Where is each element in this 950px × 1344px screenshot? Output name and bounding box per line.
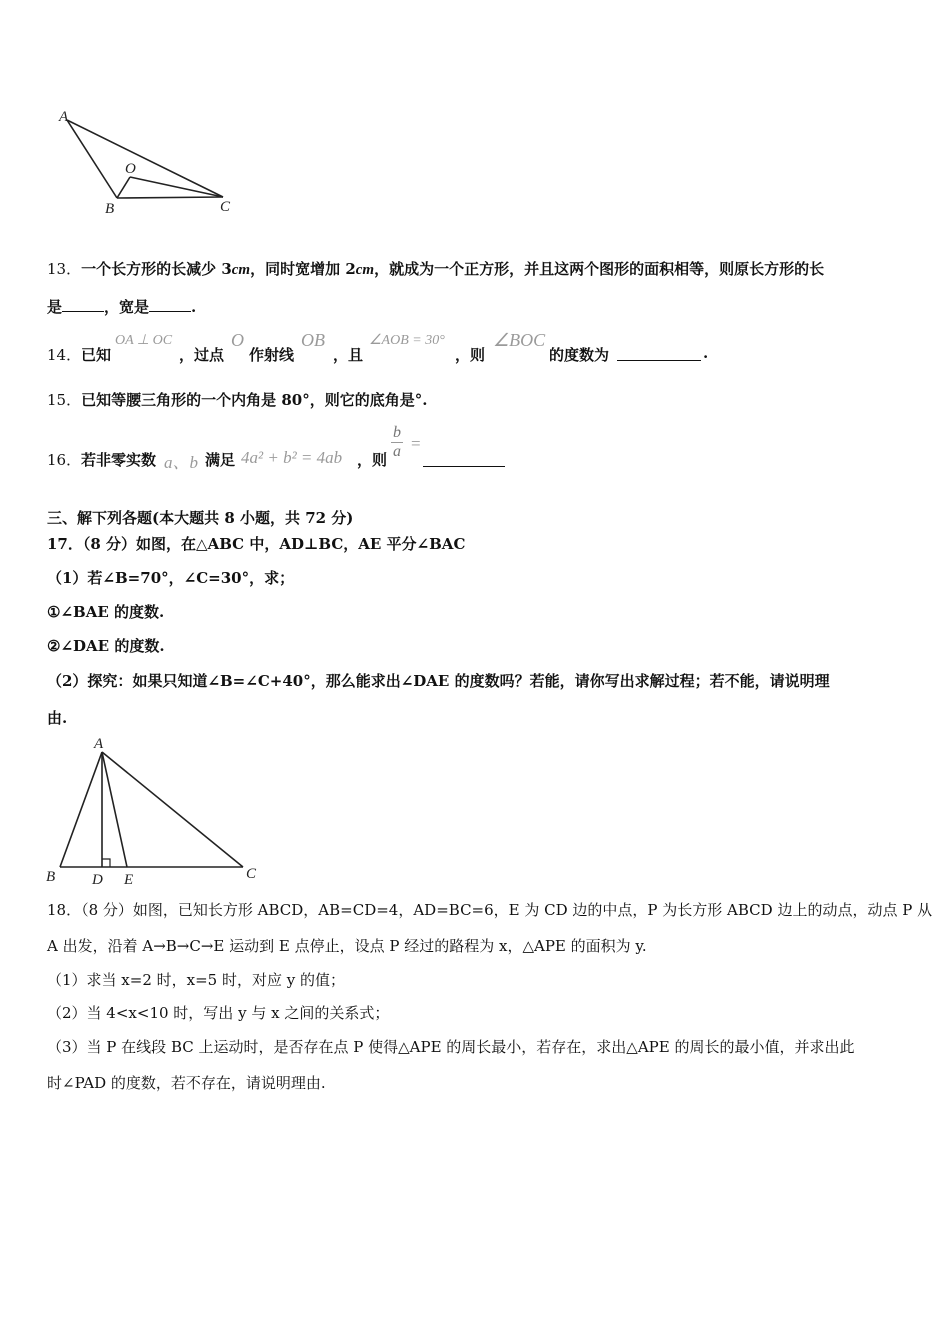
right-angle-mark: [102, 859, 110, 867]
q13-unit1: cm: [231, 262, 251, 278]
q18-line2: A 出发，沿着 A→B→C→E 运动到 E 点停止，设点 P 经过的路程为 x，△APE 的面积为 y.: [47, 937, 647, 955]
q16-equals: =: [411, 434, 421, 453]
q14-text2: 作射线: [249, 346, 295, 364]
q13-number: 13．: [47, 260, 82, 278]
q14-condition-perpendicular: OA ⊥ OC: [115, 333, 173, 348]
label-b: B: [46, 869, 56, 885]
label-a: A: [59, 109, 69, 125]
q14-condition-angle: ∠AOB = 30°: [369, 333, 445, 348]
label-b: B: [105, 201, 115, 217]
label-o: O: [125, 161, 136, 177]
q18-line5: （3）当 P 在线段 BC 上运动时，是否存在点 P 使得△APE 的周长最小，若存在，求出△APE 的周长的最小值，并求出此: [47, 1038, 855, 1056]
q14-text5: 的度数为: [549, 346, 610, 364]
q17-part1: （1）若∠B=70°，∠C=30°，求；: [47, 569, 295, 587]
q14-point-o: O: [231, 330, 244, 350]
q13-unit2: cm: [355, 262, 375, 278]
label-c: C: [246, 866, 257, 882]
q18-line4: （2）当 4<x<10 时，写出 y 与 x 之间的关系式；: [47, 1004, 390, 1022]
q18-line6: 时∠PAD 的度数，若不存在，请说明理由.: [47, 1074, 326, 1092]
section3-title: 三、解下列各题(本大题共 8 小题，共 72 分): [47, 509, 354, 527]
q13-text-part2: ，同时宽增加 2: [250, 260, 356, 278]
q16-vars: a、b: [164, 453, 198, 472]
q17-header: 17．（8 分）如图，在△ABC 中，AD⊥BC，AE 平分∠BAC: [47, 535, 466, 553]
segment-bc: [117, 197, 223, 198]
q15-text: 已知等腰三角形的一个内角是 80°，则它的底角是°.: [81, 391, 428, 409]
q16-text2: ，则: [357, 451, 388, 469]
label-c: C: [220, 199, 231, 215]
figure-triangle-aoc: [55, 105, 245, 220]
q14-prefix: 已知: [81, 346, 112, 364]
label-a: A: [94, 736, 104, 752]
q13-line1: [47, 259, 824, 280]
segment-ac: [67, 120, 223, 197]
q16-fraction: [391, 424, 403, 461]
q17-sub2: ②∠DAE 的度数.: [47, 637, 165, 655]
q13-line2: [47, 297, 196, 317]
q14-ray-ob: OB: [301, 330, 325, 350]
label-e: E: [124, 872, 134, 888]
q13-text-part1: 一个长方形的长减少 3: [81, 260, 232, 278]
segment-ab: [60, 752, 102, 867]
q14-number: 14．: [47, 346, 82, 364]
q13-blank-length[interactable]: [62, 297, 104, 312]
q14-end: .: [703, 344, 709, 362]
q16-line: [47, 424, 747, 472]
q15-number: 15．: [47, 391, 82, 409]
q16-number: 16．: [47, 451, 82, 469]
label-d: D: [92, 872, 103, 888]
q14-line: [47, 332, 907, 366]
q16-equation: 4a² + b² = 4ab: [241, 448, 343, 467]
q16-prefix: 若非零实数: [81, 451, 157, 469]
segment-oc: [130, 177, 223, 197]
q13-text-part3: ，就成为一个正方形，并且这两个图形的面积相等，则原长方形的长: [374, 260, 825, 278]
q14-text4: ，则: [455, 346, 486, 364]
q14-text1: ，过点: [179, 346, 225, 364]
q14-text3: ，且: [333, 346, 364, 364]
q17-part2-line2: 由.: [47, 709, 68, 727]
q16-fraction-numerator: b: [393, 424, 401, 441]
q16-answer-blank[interactable]: [423, 452, 505, 467]
q13-text-part4: 是: [47, 298, 63, 316]
q14-angle-boc: ∠BOC: [493, 330, 546, 350]
q18-line3: （1）求当 x=2 时，x=5 时，对应 y 的值；: [47, 971, 346, 989]
q13-text-part5: ，宽是: [104, 298, 150, 316]
q13-blank-width[interactable]: [149, 297, 191, 312]
q15-line: [47, 390, 427, 410]
segment-bo: [117, 177, 130, 198]
q14-answer-blank[interactable]: [617, 346, 701, 361]
figure-triangle-abc: [40, 732, 270, 890]
q17-sub1: ①∠BAE 的度数.: [47, 603, 165, 621]
q16-fraction-denominator: a: [393, 443, 401, 460]
q18-line1: 18．（8 分）如图，已知长方形 ABCD，AB=CD=4，AD=BC=6，E 为 CD 边的中点，P 为长方形 ABCD 边上的动点，动点 P 从: [47, 901, 933, 919]
q13-text-part6: .: [191, 298, 197, 316]
q16-text1: 满足: [205, 451, 236, 469]
q17-part2-line1: （2）探究：如果只知道∠B=∠C+40°，那么能求出∠DAE 的度数吗？若能，请你写出求解过程；若不能，请说明理: [47, 672, 830, 690]
